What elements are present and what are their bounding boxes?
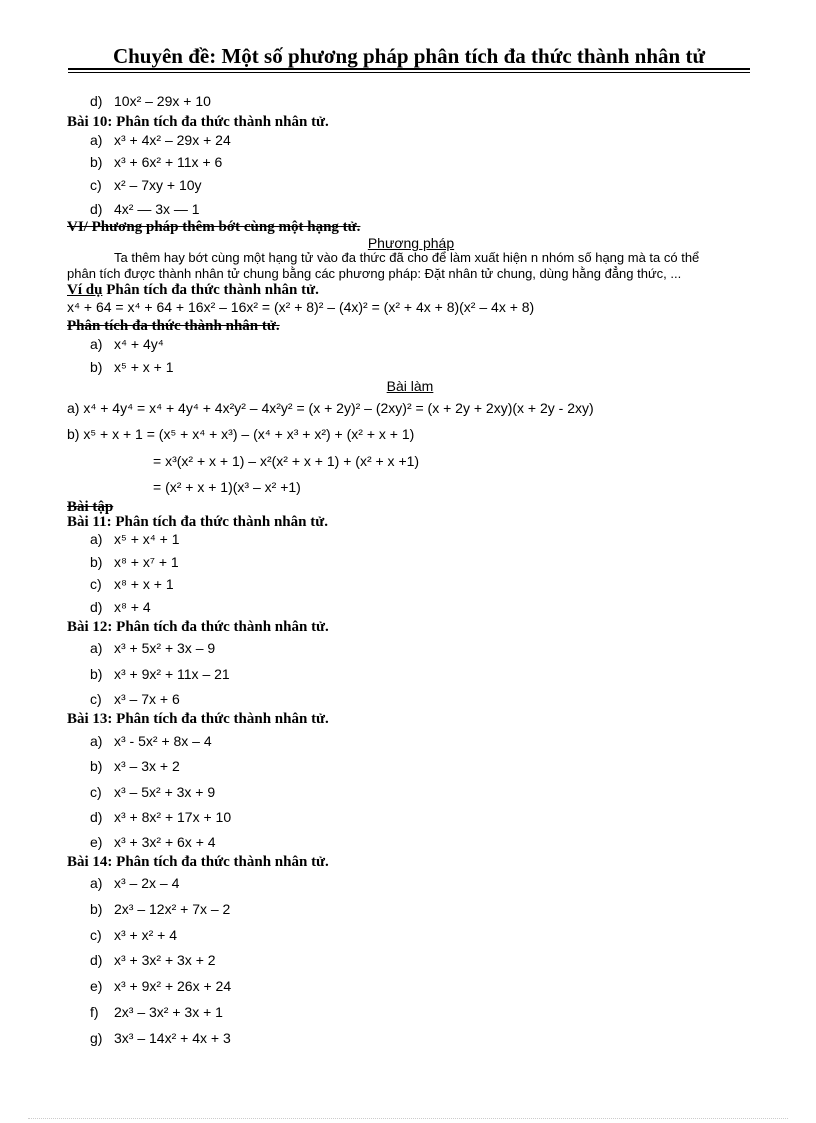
exercise-12-title: Bài 12: Phân tích đa thức thành nhân tử. bbox=[67, 619, 329, 635]
list-item: d) 4x² — 3x — 1 bbox=[90, 201, 200, 217]
section-heading: VI/ Phương pháp thêm bớt cùng một hạng tử. bbox=[67, 219, 361, 235]
page-title: Chuyên đề: Một số phương pháp phân tích đa thức thành nhân tử bbox=[112, 44, 706, 68]
list-item: a) x⁴ + 4y⁴ bbox=[90, 336, 164, 352]
list-item: e) x³ + 3x² + 6x + 4 bbox=[90, 834, 216, 850]
list-item: b) x⁵ + x + 1 bbox=[90, 359, 174, 375]
method-text-line-1: Ta thêm hay bớt cùng một hạng tử vào đa thức đã cho để làm xuất hiện n nhóm số hạng mà ta có thể bbox=[114, 250, 700, 265]
exercise-13-title: Bài 13: Phân tích đa thức thành nhân tử. bbox=[67, 711, 329, 727]
method-text-line-2: phân tích được thành nhân tử chung bằng các phương pháp: Đặt nhân tử chung, dùng hằng đẳng thức, ... bbox=[67, 266, 682, 281]
exercise-14-title: Bài 14: Phân tích đa thức thành nhân tử. bbox=[67, 854, 329, 870]
exercises-title: Bài tập bbox=[67, 499, 114, 515]
list-item: a) x³ - 5x² + 8x – 4 bbox=[90, 733, 212, 749]
list-item: c) x⁸ + x + 1 bbox=[90, 576, 174, 592]
list-item: d) x³ + 3x² + 3x + 2 bbox=[90, 952, 216, 968]
header-rule-thick bbox=[68, 68, 750, 70]
task-title: Phân tích đa thức thành nhân tử. bbox=[67, 318, 280, 334]
list-item: b) x⁸ + x⁷ + 1 bbox=[90, 554, 179, 570]
example-expression: x⁴ + 64 = x⁴ + 64 + 16x² – 16x² = (x² + 8)² – (4x)² = (x² + 4x + 8)(x² – 4x + 8) bbox=[67, 299, 535, 315]
list-item: a) x³ + 4x² – 29x + 24 bbox=[90, 132, 231, 148]
list-item: a) x³ + 5x² + 3x – 9 bbox=[90, 640, 216, 656]
list-item: c) x³ – 5x² + 3x + 9 bbox=[90, 784, 216, 800]
solution-b-line-2: = x³(x² + x + 1) – x²(x² + x + 1) + (x² + x +1) bbox=[153, 453, 420, 469]
list-item: b) 2x³ – 12x² + 7x – 2 bbox=[90, 901, 231, 917]
list-item: a) x⁵ + x⁴ + 1 bbox=[90, 531, 180, 547]
list-item: c) x² – 7xy + 10y bbox=[90, 177, 202, 193]
list-item: b) x³ – 3x + 2 bbox=[90, 758, 180, 774]
list-item: c) x³ – 7x + 6 bbox=[90, 691, 180, 707]
method-title: Phương pháp bbox=[367, 235, 455, 251]
solution-b-line-3: = (x² + x + 1)(x³ – x² +1) bbox=[153, 479, 301, 495]
page-bottom-border bbox=[28, 1118, 788, 1119]
solution-b-line-1: b) x⁵ + x + 1 = (x⁵ + x⁴ + x³) – (x⁴ + x³ + x²) + (x² + x + 1) bbox=[67, 426, 415, 442]
list-item: d) x³ + 8x² + 17x + 10 bbox=[90, 809, 232, 825]
list-item: d) 10x² – 29x + 10 bbox=[90, 93, 211, 109]
list-item: a) x³ – 2x – 4 bbox=[90, 875, 180, 891]
list-item: e) x³ + 9x² + 26x + 24 bbox=[90, 978, 232, 994]
list-item: b) x³ + 6x² + 11x + 6 bbox=[90, 154, 223, 170]
exercise-11-title: Bài 11: Phân tích đa thức thành nhân tử. bbox=[67, 514, 328, 530]
list-item: g) 3x³ – 14x² + 4x + 3 bbox=[90, 1030, 231, 1046]
list-item: b) x³ + 9x² + 11x – 21 bbox=[90, 666, 230, 682]
solution-title: Bài làm bbox=[386, 378, 434, 394]
header-rule-thin bbox=[68, 72, 750, 73]
example-title: Ví dụ Phân tích đa thức thành nhân tử. bbox=[67, 282, 319, 298]
list-item: c) x³ + x² + 4 bbox=[90, 927, 178, 943]
solution-a: a) x⁴ + 4y⁴ = x⁴ + 4y⁴ + 4x²y² – 4x²y² = (x + 2y)² – (2xy)² = (x + 2y + 2xy)(x + 2y - 2xy) bbox=[67, 400, 594, 416]
exercise-10-title: Bài 10: Phân tích đa thức thành nhân tử. bbox=[67, 114, 329, 130]
list-item: f) 2x³ – 3x² + 3x + 1 bbox=[90, 1004, 223, 1020]
list-item: d) x⁸ + 4 bbox=[90, 599, 151, 615]
